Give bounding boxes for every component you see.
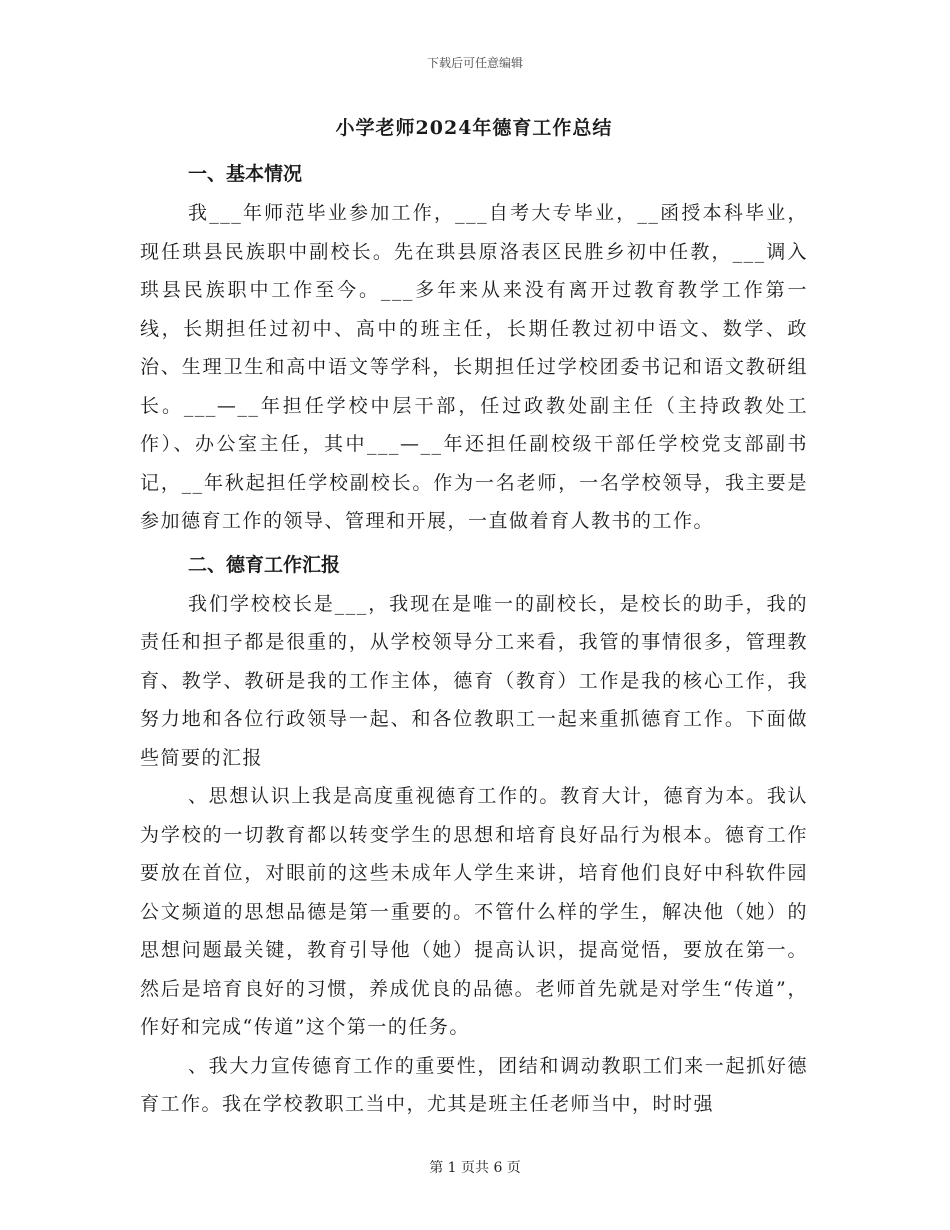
page-footer: 第 1 页共 6 页 <box>429 1160 521 1176</box>
document-body <box>140 112 808 1124</box>
paragraph-report-intro: 我们学校校长是___，我现在是唯一的副校长，是校长的助手，我的责任和担子都是很重的，从学校领导分工来看，我管的事情很多，管理教育、教学、教研是我的工作主体，德育（教育）工作是我的核心工作，我努力地和各位行政领导一起、和各位教职工一起来重抓德育工作。下面做些简要的汇报 <box>140 592 808 769</box>
section-heading-basic-info: 一、基本情况 <box>188 163 303 185</box>
section-heading-moral-report: 二、德育工作汇报 <box>188 553 341 576</box>
document-title: 小学老师2024年德育工作总结 <box>335 117 613 139</box>
header-note: 下载后可任意编辑 <box>426 56 523 70</box>
paragraph-promotion: 、我大力宣传德育工作的重要性，团结和调动教职工们来一起抓好德育工作。我在学校教职工当中，尤其是班主任老师当中，时时强 <box>140 1054 808 1115</box>
paragraph-basic-info: 我___年师范毕业参加工作，___自考大专毕业，__函授本科毕业，现任珙县民族职中副校长。先在珙县原洛表区民胜乡初中任教，___调入珙县民族职中工作至今。___多年来从来没有离开过教育教学工作第一线，长期担任过初中、高中的班主任，长期任教过初中语文、数学、政治、生理卫生和高中语文等学科，长期担任过学校团委书记和语文教研组长。___—__年担任学校中层干部，任过政教处副主任（主持政教处工作）、办公室主任，其中___—__年还担任副校级干部任学校党支部副书记，__年秋起担任学校副校长。作为一名老师，一名学校领导，我主要是参加德育工作的领导、管理和开展，一直做着育人教书的工作。 <box>140 202 808 532</box>
paragraph-ideology: 、思想认识上我是高度重视德育工作的。教育大计，德育为本。我认为学校的一切教育都以转变学生的思想和培育良好品行为根本。德育工作要放在首位，对眼前的这些未成年人学生来讲，培育他们良好中科软件园公文频道的思想品德是第一重要的。不管什么样的学生，解决他（她）的思想问题最关键，教育引导他（她）提高认识，提高觉悟，要放在第一。然后是培育良好的习惯，养成优良的品德。老师首先就是对学生“传道”，作好和完成“传道”这个第一的任务。 <box>140 785 808 1038</box>
